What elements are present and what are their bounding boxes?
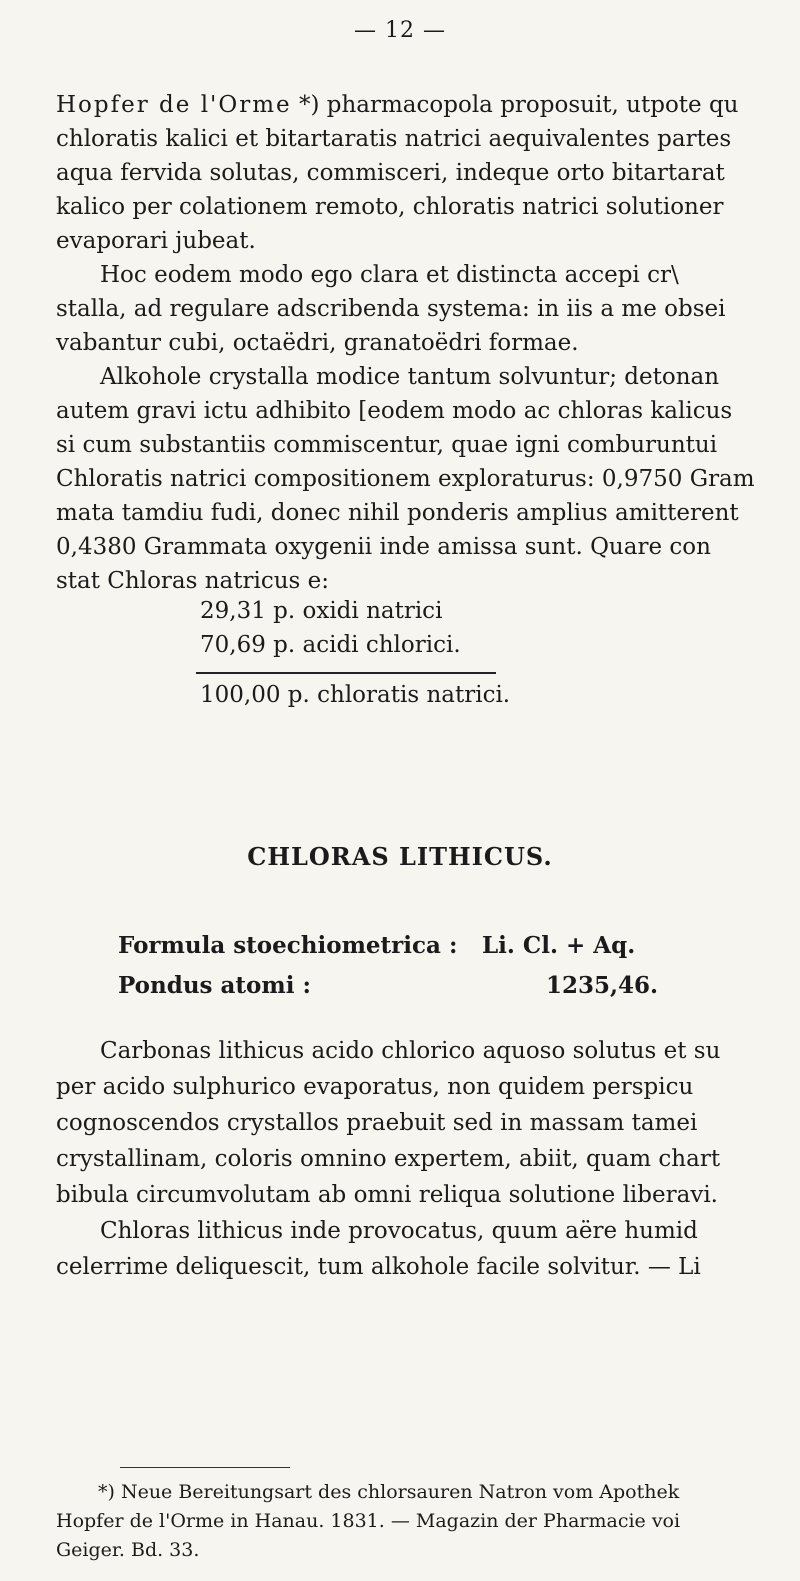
- footnote-divider: [120, 1467, 290, 1468]
- text-line: autem gravi ictu adhibito [eodem modo ac chloras kalicus: [56, 398, 733, 424]
- text-line: aqua fervida solutas, commisceri, indeque orto bitartarat: [56, 160, 725, 186]
- text-line: mata tamdiu fudi, donec nihil ponderis amplius amitterent: [56, 500, 739, 526]
- text-line: per acido sulphurico evaporatus, non quidem perspicu: [56, 1074, 694, 1100]
- text-line: kalico per colationem remoto, chloratis natrici solutioner: [56, 194, 724, 220]
- pondus-value: 1235,46.: [546, 972, 659, 999]
- section-heading: CHLORAS LITHICUS.: [247, 842, 553, 871]
- composition-row: 70,69 p. acidi chlorici.: [200, 632, 461, 658]
- footnote-line: Hopfer de l'Orme in Hanau. 1831. — Magazin der Pharmacie voi: [56, 1510, 681, 1532]
- text-line: crystallinam, coloris omnino expertem, abiit, quam chart: [56, 1146, 721, 1172]
- sum-rule: [196, 672, 496, 674]
- text-line: evaporari jubeat.: [56, 228, 256, 254]
- text-line: bibula circumvolutam ab omni reliqua solutione liberavi.: [56, 1182, 718, 1208]
- footnote-line: *) Neue Bereitungsart des chlorsauren Natron vom Apothek: [98, 1481, 680, 1503]
- text-line: Chloratis natrici compositionem exploraturus: 0,9750 Gram: [56, 466, 755, 492]
- text-line: celerrime deliquescit, tum alkohole facile solvitur. — Li: [56, 1254, 701, 1280]
- text-line: vabantur cubi, octaëdri, granatoëdri formae.: [56, 330, 579, 356]
- composition-row: 29,31 p. oxidi natrici: [200, 598, 443, 624]
- formula-value: Li. Cl. + Aq.: [482, 932, 636, 959]
- text-line: Hopfer de l'Orme *) pharmacopola proposuit, utpote qu: [56, 92, 739, 118]
- text-line: Carbonas lithicus acido chlorico aquoso solutus et su: [100, 1038, 721, 1064]
- text-line: stat Chloras natricus e:: [56, 568, 330, 594]
- text-line: Hoc eodem modo ego clara et distincta accepi cr\: [100, 262, 679, 288]
- text-line: chloratis kalici et bitartaratis natrici aequivalentes partes: [56, 126, 732, 152]
- text-line: 0,4380 Grammata oxygenii inde amissa sunt. Quare con: [56, 534, 711, 560]
- page-number: — 12 —: [354, 18, 446, 43]
- text-line: stalla, ad regulare adscribenda systema: in iis a me obsei: [56, 296, 726, 322]
- text-line: si cum substantiis commiscentur, quae igni comburuntui: [56, 432, 718, 458]
- formula-label: Formula stoechiometrica :: [118, 932, 458, 959]
- author-name: Hopfer de l'Orme: [56, 92, 292, 118]
- text-line: cognoscendos crystallos praebuit sed in massam tamei: [56, 1110, 698, 1136]
- text-line: Chloras lithicus inde provocatus, quum aëre humid: [100, 1218, 698, 1244]
- text-line: Alkohole crystalla modice tantum solvuntur; detonan: [100, 364, 720, 390]
- pondus-label: Pondus atomi :: [118, 972, 311, 999]
- composition-total: 100,00 p. chloratis natrici.: [200, 682, 511, 708]
- footnote-line: Geiger. Bd. 33.: [56, 1539, 200, 1561]
